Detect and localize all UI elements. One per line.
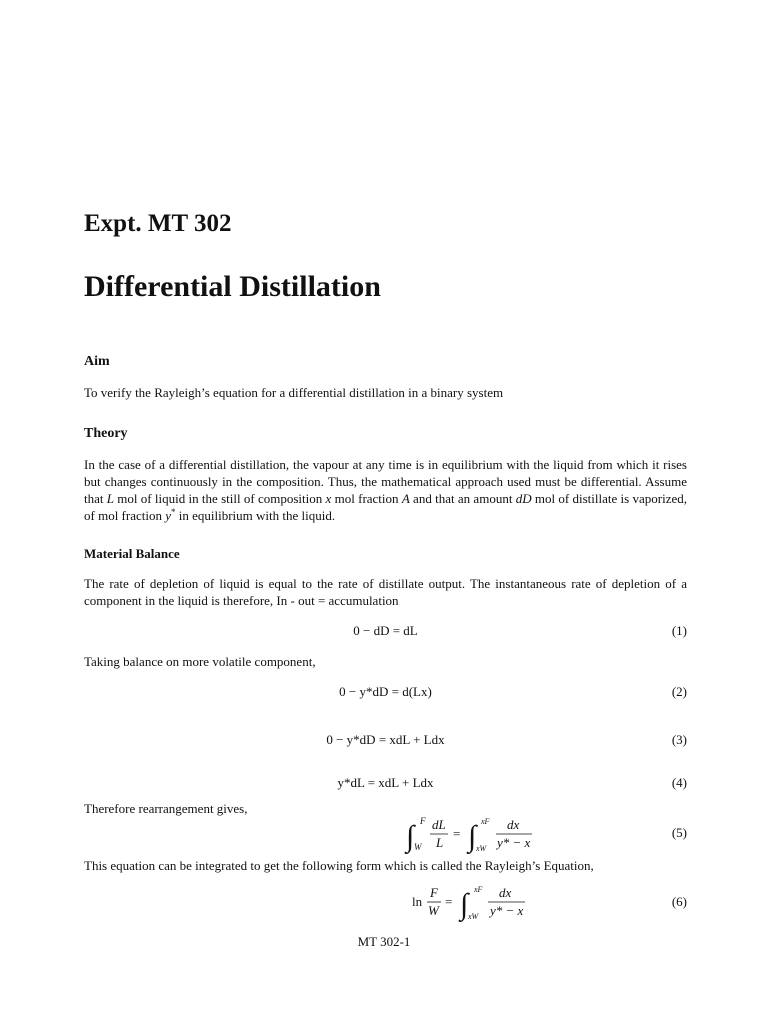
fraction1-numerator: dL [432, 817, 446, 832]
equals-sign: = [453, 826, 461, 841]
ln-label: ln [412, 894, 423, 909]
equation-2-number: (2) [671, 684, 687, 699]
fraction2-denominator: y* − x [497, 835, 531, 850]
equation-5 [84, 812, 687, 858]
volatile-balance-text: Taking balance on more volatile component, [84, 654, 316, 669]
equals-sign: = [445, 894, 453, 909]
equation-3 [84, 732, 687, 756]
equation-6-number: (6) [671, 894, 687, 909]
integral-upper-left: F [420, 816, 426, 826]
equation-2-body: 0 − y*dD = d(Lx) [339, 684, 432, 699]
material-balance-paragraph: The rate of depletion of liquid is equal to the rate of distillate output. The instantaneous rate of depletion of a component in the liquid is therefore, In - out = accumulation [84, 576, 687, 608]
equation-5-number: (5) [671, 825, 687, 840]
theory-heading: Theory [84, 426, 128, 441]
material-balance-heading: Material Balance [84, 546, 180, 561]
integral-sign-right: ∫ [468, 820, 477, 853]
equation-4-body: y*dL = xdL + Ldx [337, 775, 434, 790]
equation-1 [84, 623, 687, 647]
rayleigh-intro-text: This equation can be integrated to get the following form which is called the Rayleigh’s Equation, [84, 858, 594, 873]
experiment-label: Expt. MT 302 [84, 210, 232, 237]
page-number: MT 302-1 [357, 934, 411, 949]
rearrangement-text: Therefore rearrangement gives, [84, 801, 248, 816]
integral-sign: ∫ [460, 888, 469, 921]
fraction2-denominator: y* − x [490, 903, 524, 918]
equation-1-body: 0 − dD = dL [353, 623, 418, 638]
integral-lower-right: xW [476, 844, 487, 853]
fraction2-numerator: dx [499, 885, 512, 900]
equation-4 [84, 775, 687, 799]
integral-upper-right: xF [481, 817, 490, 826]
equation-3-body: 0 − y*dD = xdL + Ldx [326, 732, 445, 747]
equation-4-number: (4) [671, 775, 687, 790]
integral-sign-left: ∫ [406, 820, 415, 853]
equation-3-number: (3) [671, 732, 687, 747]
fraction1-denominator: L [436, 835, 444, 850]
integral-lower: xW [468, 912, 479, 921]
fraction1-numerator: F [430, 885, 438, 900]
equation-2 [84, 684, 687, 708]
theory-paragraph: In the case of a differential distillation, the vapour at any time is in equilibrium with the liquid from which it rises but changes continuously in the composition. Thus, the mathematical approach used must be differential. Assume that L mol of liquid in the still of composition x mol fraction A and that an amount dD mol of distillate is vaporized, of mol fraction y* in equilibrium with the liquid. [84, 457, 688, 523]
fraction2-numerator: dx [507, 817, 520, 832]
aim-text: To verify the Rayleigh’s equation for a differential distillation in a binary system [84, 385, 504, 400]
integral-upper: xF [474, 885, 483, 894]
integral-lower-left: W [414, 842, 422, 852]
equation-6 [84, 880, 687, 926]
page-title: Differential Distillation [84, 270, 381, 303]
equation-1-number: (1) [671, 623, 687, 638]
aim-heading: Aim [84, 354, 110, 369]
fraction1-denominator: W [428, 903, 439, 918]
